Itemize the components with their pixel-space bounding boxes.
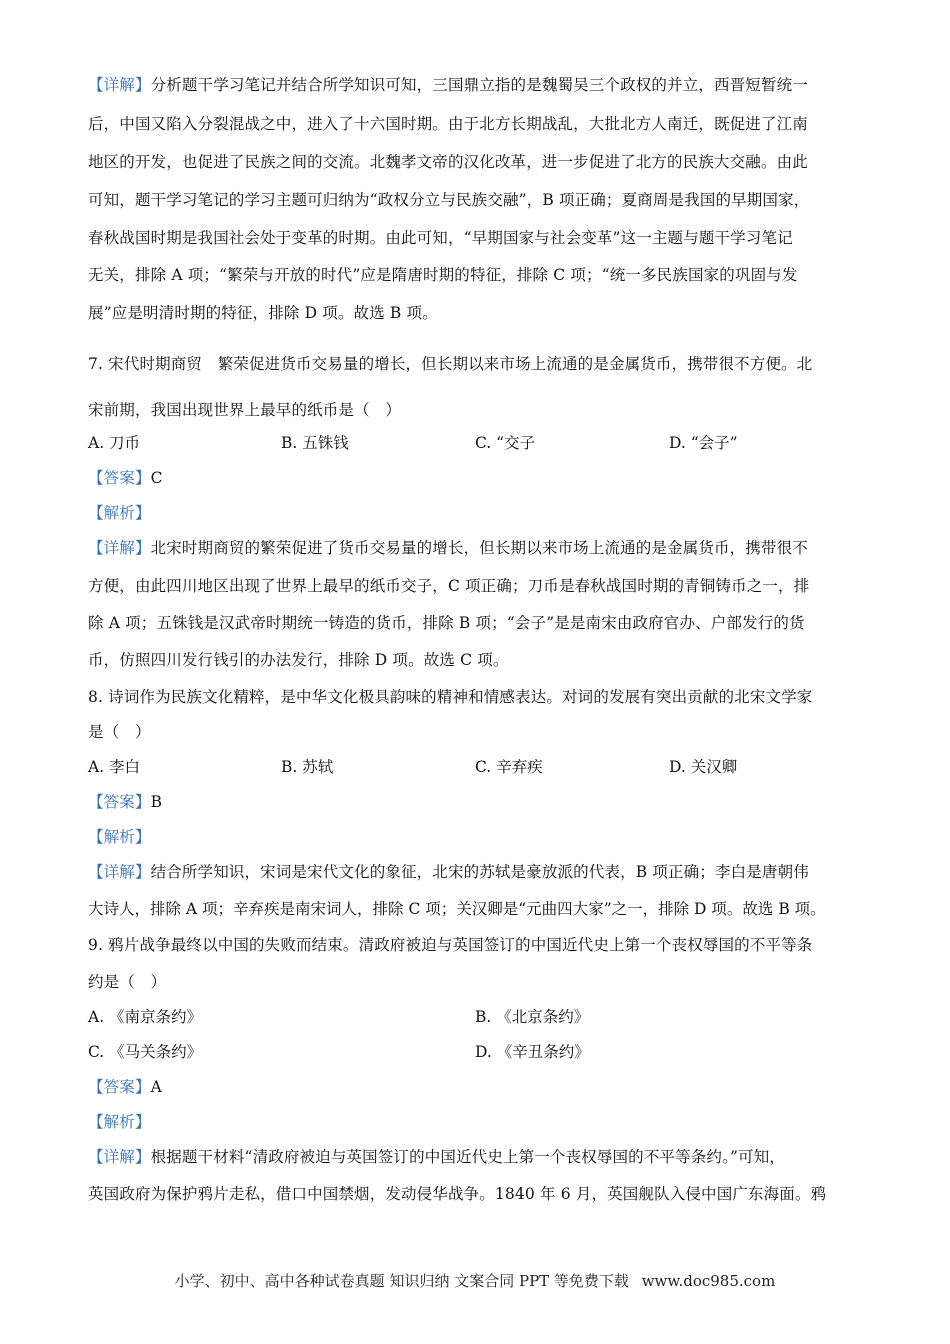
detail-line: 除 A 项；五铢钱是汉武帝时期统一铸造的货币，排除 B 项；“会子”是是南宋由政府官办、户部发行的货 xyxy=(88,614,805,632)
detail-line: 后，中国又陷入分裂混战之中，进入了十六国时期。由于北方长期战乱，大批北方人南迁，既促进了江南 xyxy=(88,115,808,133)
detail-line: 【详解】分析题干学习笔记并结合所学知识可知，三国鼎立指的是魏蜀吴三个政权的并立，西晋短暂统一 xyxy=(88,76,808,94)
answer-value: C xyxy=(150,469,163,487)
detail-line: 英国政府为保护鸦片走私，借口中国禁烟，发动侵华战争。1840 年 6 月，英国舰队入侵中国广东海面。鸦 xyxy=(88,1185,827,1203)
option-d: D. 关汉卿 xyxy=(669,758,738,776)
question-8-stem: 是（ ） xyxy=(88,723,151,741)
analysis-line xyxy=(88,827,878,847)
question-8-stem: 8. 诗词作为民族文化精粹，是中华文化极具韵味的精神和情感表达。对词的发展有突出贡献的北宋文学家 xyxy=(88,688,813,706)
question-9-stem: 约是（ ） xyxy=(88,973,167,991)
footer-link[interactable]: www.doc985.com xyxy=(641,1272,776,1290)
question-8-options xyxy=(88,757,878,777)
answer-line xyxy=(88,1077,878,1097)
analysis-tag: 【解析】 xyxy=(88,504,151,522)
detail-line: 可知，题干学习笔记的学习主题可归纳为“政权分立与民族交融”，B 项正确；夏商周是我国的早期国家， xyxy=(88,191,810,209)
option-a: A. 刀币 xyxy=(88,434,141,452)
detail-line: 方便，由此四川地区出现了世界上最早的纸币交子，C 项正确；刀币是春秋战国时期的青铜铸币之一，排 xyxy=(88,577,810,595)
detail-line: 【详解】根据题干材料“清政府被迫与英国签订的中国近代史上第一个丧权辱国的不平等条约。”可知， xyxy=(88,1148,786,1166)
detail-tag: 【详解】 xyxy=(88,76,151,94)
question-9-options-row1 xyxy=(88,1007,878,1027)
detail-tag: 【详解】 xyxy=(88,1148,151,1166)
option-b: B. 五铢钱 xyxy=(281,434,349,452)
option-a: A. 李白 xyxy=(88,758,141,776)
detail-line: 展”应是明清时期的特征，排除 D 项。故选 B 项。 xyxy=(88,304,438,322)
question-9-stem: 9. 鸦片战争最终以中国的失败而结束。清政府被迫与英国签订的中国近代史上第一个丧权辱国的不平等条 xyxy=(88,936,813,954)
answer-value: A xyxy=(150,1078,162,1096)
analysis-line xyxy=(88,1112,878,1132)
question-7-options xyxy=(88,433,878,453)
option-c: C. 《马关条约》 xyxy=(88,1043,203,1061)
detail-tag: 【详解】 xyxy=(88,539,151,557)
option-d: D. “会子” xyxy=(669,434,738,452)
detail-line: 大诗人，排除 A 项；辛弃疾是南宋词人，排除 C 项；关汉卿是“元曲四大家”之一，排除 D 项。故选 B 项。 xyxy=(88,900,826,918)
answer-tag: 【答案】 xyxy=(88,1078,151,1096)
option-c: C. 辛弃疾 xyxy=(475,758,543,776)
page-footer xyxy=(0,1270,950,1291)
option-a: A. 《南京条约》 xyxy=(88,1008,203,1026)
answer-tag: 【答案】 xyxy=(88,793,151,811)
answer-line xyxy=(88,468,878,488)
option-c: C. “交子 xyxy=(475,434,536,452)
question-9-options-row2 xyxy=(88,1042,878,1062)
analysis-tag: 【解析】 xyxy=(88,828,151,846)
answer-line xyxy=(88,792,878,812)
detail-line: 无关，排除 A 项；“繁荣与开放的时代”应是隋唐时期的特征，排除 C 项；“统一多民族国家的巩固与发 xyxy=(88,266,798,284)
detail-line: 春秋战国时期是我国社会处于变革的时期。由此可知，“早期国家与社会变革”这一主题与题干学习笔记 xyxy=(88,229,793,247)
option-b: B. 《北京条约》 xyxy=(475,1008,590,1026)
question-7-stem: 7. 宋代时期商贸 繁荣促进货币交易量的增长，但长期以来市场上流通的是金属货币，携带很不方便。北 xyxy=(88,355,813,373)
detail-line: 地区的开发，也促进了民族之间的交流。北魏孝文帝的汉化改革，进一步促进了北方的民族大交融。由此 xyxy=(88,153,808,171)
question-7-stem: 宋前期，我国出现世界上最早的纸币是（ ） xyxy=(88,401,402,419)
footer-text: 小学、初中、高中各种试卷真题 知识归纳 文案合同 PPT 等免费下载 xyxy=(174,1272,629,1290)
answer-value: B xyxy=(150,793,163,811)
option-b: B. 苏轼 xyxy=(281,758,334,776)
detail-line: 【详解】结合所学知识，宋词是宋代文化的象征，北宋的苏轼是豪放派的代表，B 项正确；李白是唐朝伟 xyxy=(88,863,809,881)
analysis-tag: 【解析】 xyxy=(88,1113,151,1131)
analysis-line xyxy=(88,503,878,523)
detail-line: 【详解】北宋时期商贸的繁荣促进了货币交易量的增长，但长期以来市场上流通的是金属货币，携带很不 xyxy=(88,539,808,557)
detail-tag: 【详解】 xyxy=(88,863,151,881)
detail-line: 币，仿照四川发行钱引的办法发行，排除 D 项。故选 C 项。 xyxy=(88,651,509,669)
option-d: D. 《辛丑条约》 xyxy=(475,1043,590,1061)
answer-tag: 【答案】 xyxy=(88,469,151,487)
